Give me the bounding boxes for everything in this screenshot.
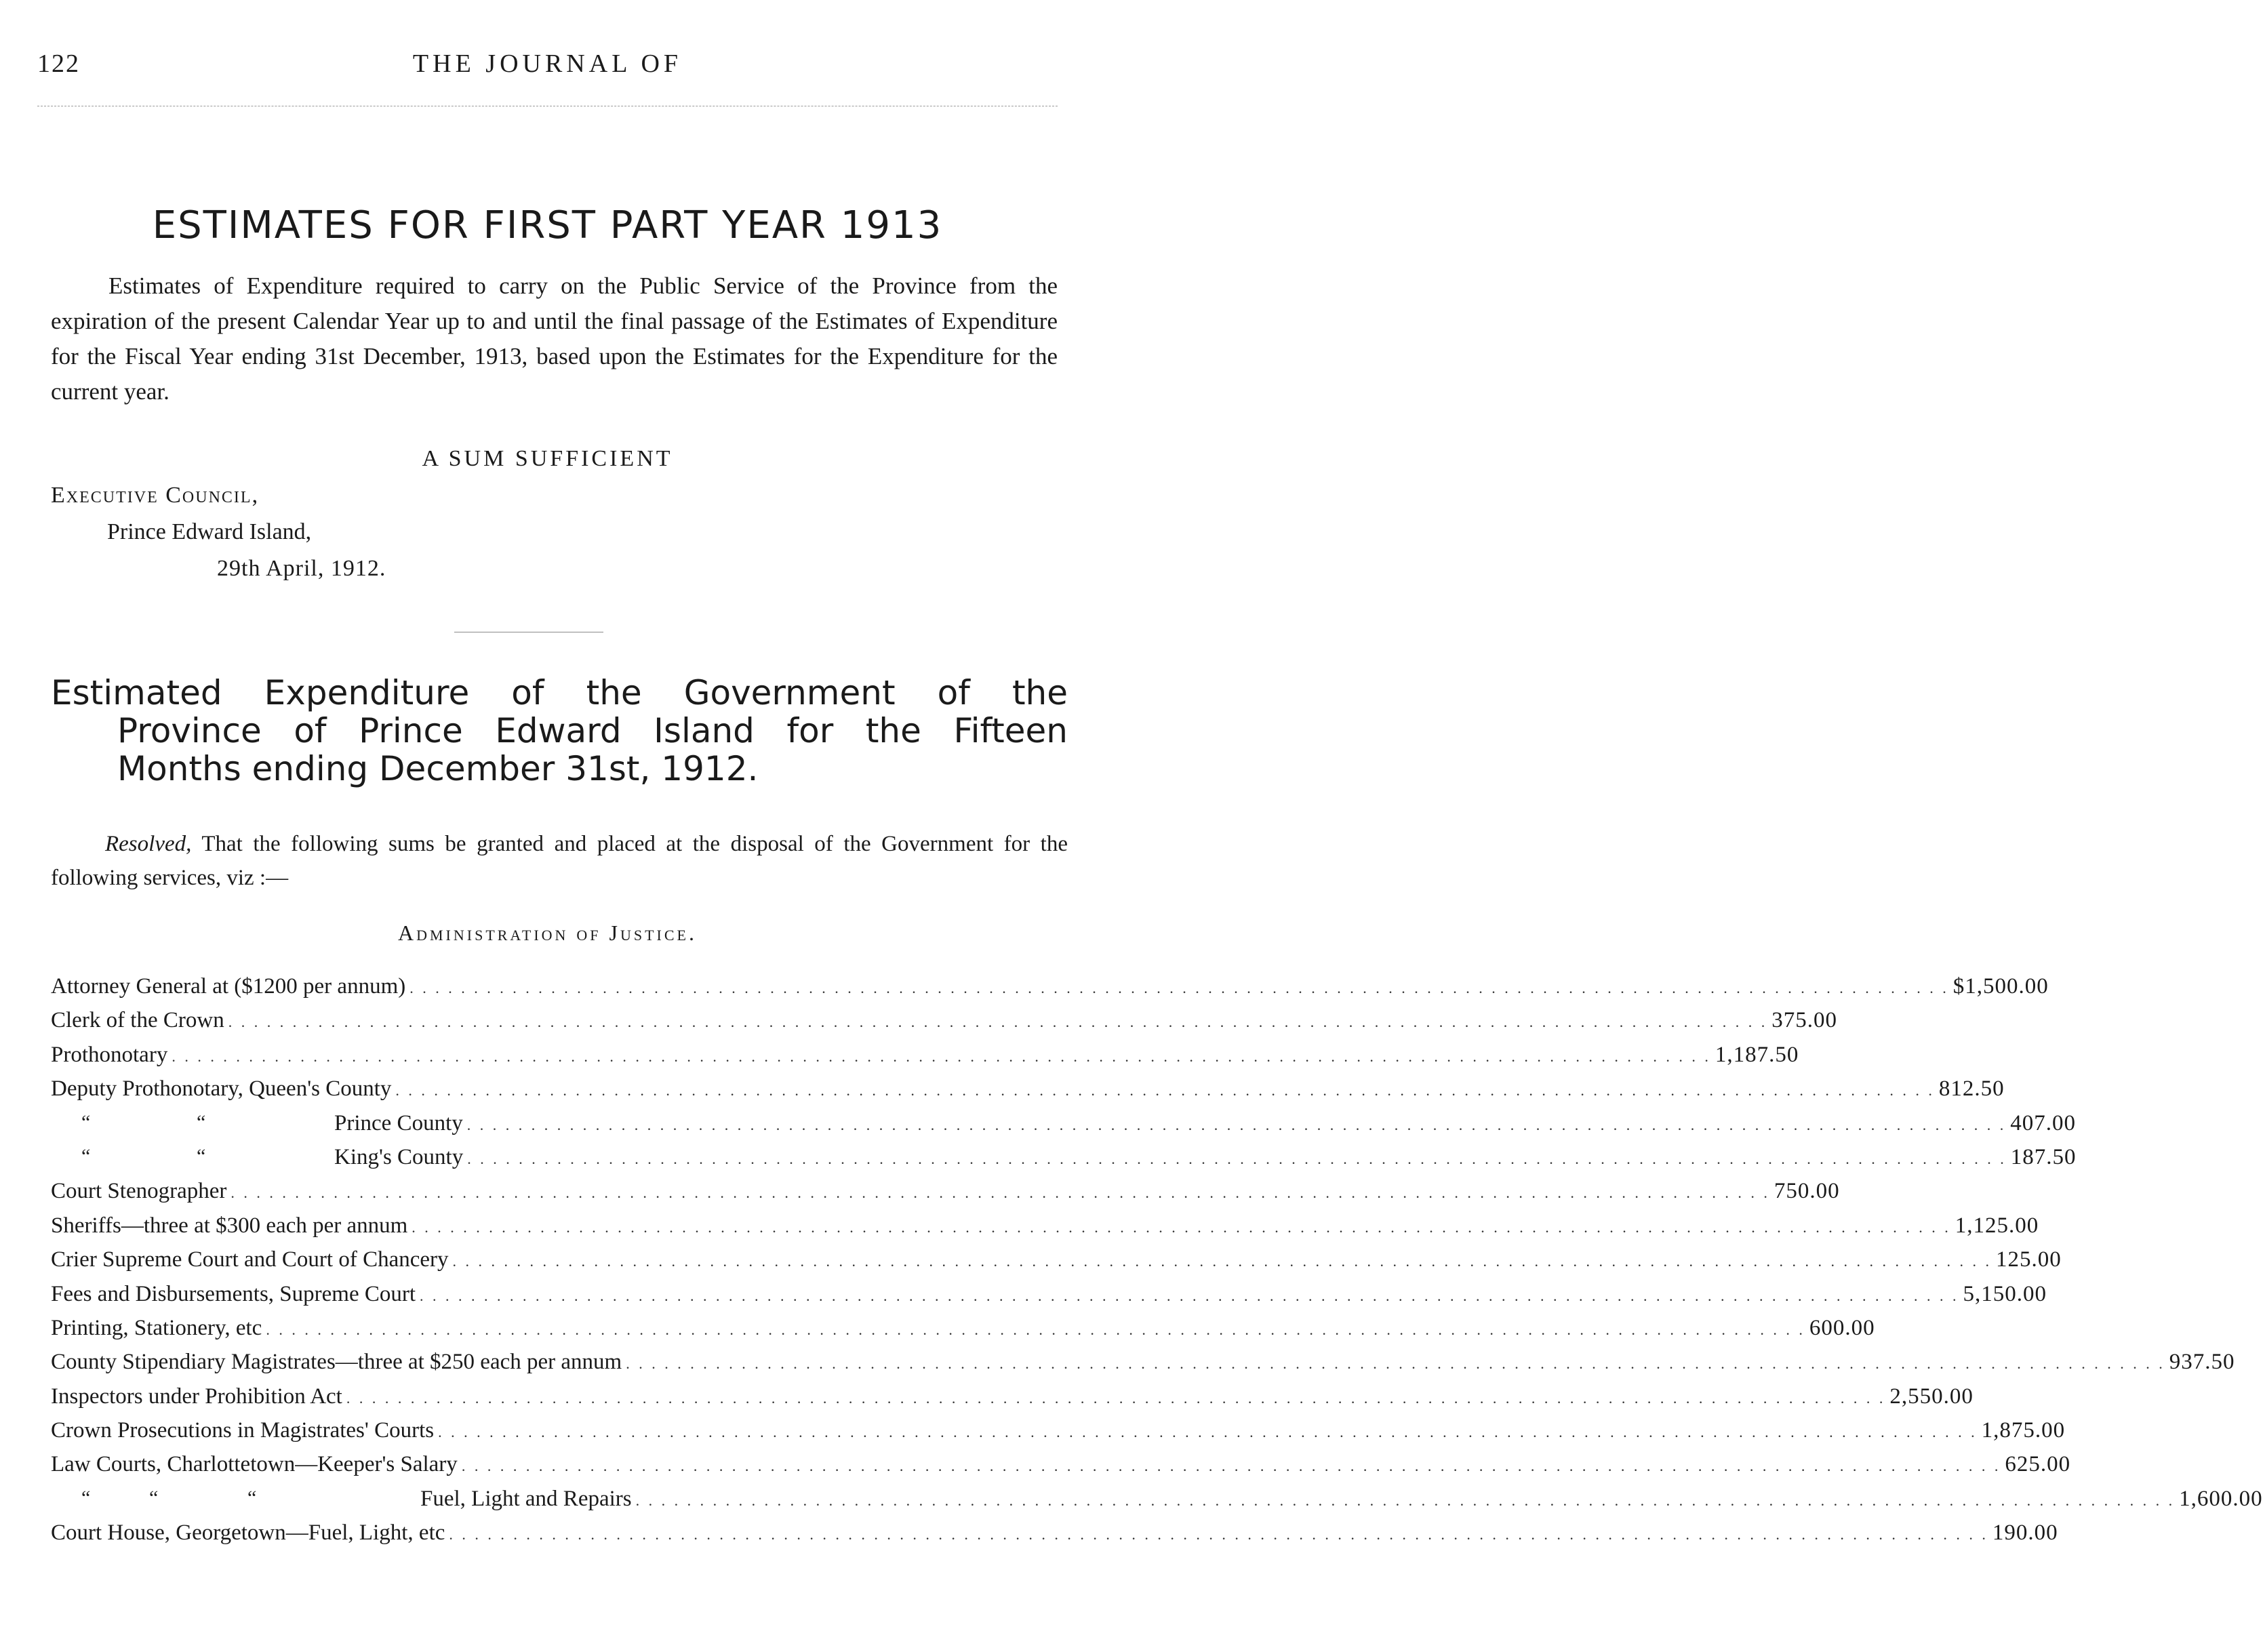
ledger-item-amount: 625.00 <box>2005 1452 2071 1477</box>
leader-dots: . . . . . . . . . . . . . . . . . . . . . . . . . . . . . . . . . . . . . . . . . . . . . . . . . . . . . . . . . . . . . . . . . . . . . . . . . . . . . . . . . . . . . . . . . . . . . . . . . . . . . . . . . . . . . . . . . . . . . . . . <box>461 1457 2001 1475</box>
ledger-row <box>51 1076 2005 1110</box>
ledger-row <box>51 1008 1837 1042</box>
ledger-row <box>51 1520 2058 1554</box>
ledger-item-amount: 600.00 <box>1809 1315 1875 1340</box>
ledger-row <box>51 1110 2076 1145</box>
leader-dots: . . . . . . . . . . . . . . . . . . . . . . . . . . . . . . . . . . . . . . . . . . . . . . . . . . . . . . . . . . . . . . . . . . . . . . . . . . . . . . . . . . . . . . . . . . . . . . . . . . . . . . . . . . . . . . . . . . . . . . . . <box>409 980 1949 996</box>
ledger-item-amount: 750.00 <box>1774 1179 1840 1204</box>
leader-dots: . . . . . . . . . . . . . . . . . . . . . . . . . . . . . . . . . . . . . . . . . . . . . . . . . . . . . . . . . . . . . . . . . . . . . . . . . . . . . . . . . . . . . . . . . . . . . . . . . . . . . . . . . . . . . . . . . . . . . . . . <box>449 1526 1988 1544</box>
leader-dots: . . . . . . . . . . . . . . . . . . . . . . . . . . . . . . . . . . . . . . . . . . . . . . . . . . . . . . . . . . . . . . . . . . . . . . . . . . . . . . . . . . . . . . . . . . . . . . . . . . . . . . . . . . . . . . . . . . . . . . . . <box>467 1150 2007 1167</box>
ledger-item-label: Attorney General at ($1200 per annum) <box>51 974 406 999</box>
ledger-item-amount: 937.50 <box>2169 1350 2235 1375</box>
ledger-row <box>51 1179 1840 1213</box>
ledger-item-label: Prothonotary <box>51 1042 168 1067</box>
ledger-item-label: King's County <box>334 1144 464 1169</box>
leader-dots: . . . . . . . . . . . . . . . . . . . . . . . . . . . . . . . . . . . . . . . . . . . . . . . . . . . . . . . . . . . . . . . . . . . . . . . . . . . . . . . . . . . . . . . . . . . . . . . . . . . . . . . . . . . . . . . . . . . . . . . . <box>231 1184 1770 1202</box>
ledger-item-amount: 1,125.00 <box>1955 1213 2039 1238</box>
section-title: Administration of Justice. <box>397 921 697 945</box>
ledger-item-label: Fuel, Light and Repairs <box>420 1486 632 1511</box>
ditto-mark: “ <box>81 1110 91 1133</box>
ditto-mark: “ <box>149 1486 159 1509</box>
ledger-item-amount: $1,500.00 <box>1952 974 2049 999</box>
ledger-item-amount: 407.00 <box>2010 1110 2076 1135</box>
ditto-mark: “ <box>247 1486 257 1509</box>
expenditure-ledger <box>51 974 2263 1555</box>
ledger-item-label: Crier Supreme Court and Court of Chancery <box>51 1247 449 1272</box>
ditto-mark: “ <box>81 1486 91 1509</box>
ledger-item-label: Sheriffs—three at $300 each per annum <box>51 1213 408 1238</box>
ledger-item-amount: 375.00 <box>1771 1008 1837 1033</box>
expenditure-title <box>51 674 1068 788</box>
ledger-row <box>51 974 2049 1008</box>
expenditure-title-line3: Months ending December 31st, 1912. <box>117 749 759 788</box>
ledger-item-label: Crown Prosecutions in Magistrates' Courts <box>51 1418 435 1443</box>
ledger-item-label: Fees and Disbursements, Supreme Court <box>51 1281 416 1306</box>
estimates-body: Estimates of Expenditure required to carry on the Public Service of the Province from the expiration of the present Calendar Year up to and until the final passage of the Estimates of Expenditure for the Fiscal Year ending 31st December, 1913, based upon the Estimates for the Expenditure for the current year. <box>51 273 1058 405</box>
leader-dots: . . . . . . . . . . . . . . . . . . . . . . . . . . . . . . . . . . . . . . . . . . . . . . . . . . . . . . . . . . . . . . . . . . . . . . . . . . . . . . . . . . . . . . . . . . . . . . . . . . . . . . . . . . . . . . . . . . . . . . . . <box>228 1013 1768 1031</box>
ledger-item-amount: 125.00 <box>1996 1247 2062 1272</box>
ledger-item-label: County Stipendiary Magistrates—three at $250 each per annum <box>51 1350 622 1375</box>
ledger-row <box>51 1350 2235 1384</box>
resolved-paragraph <box>51 827 1068 895</box>
leader-dots: . . . . . . . . . . . . . . . . . . . . . . . . . . . . . . . . . . . . . . . . . . . . . . . . . . . . . . . . . . . . . . . . . . . . . . . . . . . . . . . . . . . . . . . . . . . . . . . . . . . . . . . . . . . . . . . . . . . . . . . . <box>172 1047 1711 1065</box>
ditto-mark: “ <box>197 1144 206 1167</box>
ledger-row <box>51 1452 2071 1486</box>
ledger-item-label: Law Courts, Charlottetown—Keeper's Salary <box>51 1452 458 1477</box>
ledger-item-label: Deputy Prothonotary, Queen's County <box>51 1076 392 1102</box>
ledger-item-amount: 190.00 <box>1992 1520 2058 1546</box>
leader-dots: . . . . . . . . . . . . . . . . . . . . . . . . . . . . . . . . . . . . . . . . . . . . . . . . . . . . . . . . . . . . . . . . . . . . . . . . . . . . . . . . . . . . . . . . . . . . . . . . . . . . . . . . . . . . . . . . . . . . . . . . <box>266 1321 1805 1338</box>
ledger-item-amount: 1,187.50 <box>1715 1042 1799 1067</box>
ledger-row <box>51 1315 1875 1350</box>
ledger-item-amount: 812.50 <box>1938 1076 2005 1102</box>
leader-dots: . . . . . . . . . . . . . . . . . . . . . . . . . . . . . . . . . . . . . . . . . . . . . . . . . . . . . . . . . . . . . . . . . . . . . . . . . . . . . . . . . . . . . . . . . . . . . . . . . . . . . . . . . . . . . . . . . . . . . . . . <box>395 1082 1935 1100</box>
ledger-item-amount: 1,600.00 <box>2179 1486 2263 1511</box>
page-header <box>37 49 1058 89</box>
signature-place: Prince Edward Island, <box>107 519 312 544</box>
estimates-paragraph <box>51 268 1058 409</box>
leader-dots: . . . . . . . . . . . . . . . . . . . . . . . . . . . . . . . . . . . . . . . . . . . . . . . . . . . . . . . . . . . . . . . . . . . . . . . . . . . . . . . . . . . . . . . . . . . . . . . . . . . . . . . . . . . . . . . . . . . . . . . . <box>626 1355 2165 1373</box>
ledger-item-label: Court House, Georgetown—Fuel, Light, etc <box>51 1520 445 1546</box>
resolved-text: That the following sums be granted and placed at the disposal of the Government for the following services, viz :— <box>51 832 1068 890</box>
ledger-row <box>51 1042 1799 1076</box>
ditto-mark: “ <box>197 1110 206 1133</box>
leader-dots: . . . . . . . . . . . . . . . . . . . . . . . . . . . . . . . . . . . . . . . . . . . . . . . . . . . . . . . . . . . . . . . . . . . . . . . . . . . . . . . . . . . . . . . . . . . . . . . . . . . . . . . . . . . . . . . . . . . . . . . . <box>346 1389 1886 1407</box>
ledger-row <box>51 1144 2077 1179</box>
leader-dots: . . . . . . . . . . . . . . . . . . . . . . . . . . . . . . . . . . . . . . . . . . . . . . . . . . . . . . . . . . . . . . . . . . . . . . . . . . . . . . . . . . . . . . . . . . . . . . . . . . . . . . . . . . . . . . . . . . . . . . . . <box>635 1491 2176 1509</box>
page-number: 122 <box>37 49 80 78</box>
leader-dots: . . . . . . . . . . . . . . . . . . . . . . . . . . . . . . . . . . . . . . . . . . . . . . . . . . . . . . . . . . . . . . . . . . . . . . . . . . . . . . . . . . . . . . . . . . . . . . . . . . . . . . . . . . . . . . . . . . . . . . . . <box>452 1253 1992 1270</box>
estimates-title: ESTIMATES FOR FIRST PART YEAR 1913 <box>152 203 943 247</box>
ledger-item-amount: 5,150.00 <box>1963 1281 2047 1306</box>
ledger-row <box>51 1384 1974 1418</box>
expenditure-title-line2: Province of Prince Edward Island for the Fifteen <box>117 711 1068 750</box>
ledger-item-label: Court Stenographer <box>51 1179 227 1204</box>
ledger-row <box>51 1418 2066 1452</box>
ledger-item-label: Prince County <box>334 1110 463 1135</box>
ledger-item-amount: 2,550.00 <box>1889 1384 1974 1409</box>
running-head: THE JOURNAL OF <box>412 49 683 78</box>
ditto-mark: “ <box>81 1144 91 1167</box>
ledger-item-amount: 1,875.00 <box>1981 1418 2066 1443</box>
signature-council: Executive Council, <box>51 483 260 508</box>
signature-date: 29th April, 1912. <box>217 556 386 581</box>
sum-sufficient: A SUM SUFFICIENT <box>422 446 673 471</box>
ledger-row <box>51 1486 2263 1520</box>
leader-dots: . . . . . . . . . . . . . . . . . . . . . . . . . . . . . . . . . . . . . . . . . . . . . . . . . . . . . . . . . . . . . . . . . . . . . . . . . . . . . . . . . . . . . . . . . . . . . . . . . . . . . . . . . . . . . . . . . . . . . . . . <box>412 1218 1951 1236</box>
ledger-row <box>51 1281 2047 1316</box>
ledger-row <box>51 1213 2039 1247</box>
ledger-item-label: Inspectors under Prohibition Act <box>51 1384 342 1409</box>
ledger-item-amount: 187.50 <box>2010 1144 2077 1169</box>
resolved-word: Resolved, <box>105 832 192 856</box>
leader-dots: . . . . . . . . . . . . . . . . . . . . . . . . . . . . . . . . . . . . . . . . . . . . . . . . . . . . . . . . . . . . . . . . . . . . . . . . . . . . . . . . . . . . . . . . . . . . . . . . . . . . . . . . . . . . . . . . . . . . . . . . <box>420 1287 1959 1304</box>
ledger-item-label: Printing, Stationery, etc <box>51 1315 262 1340</box>
ledger-item-label: Clerk of the Crown <box>51 1008 224 1033</box>
leader-dots: . . . . . . . . . . . . . . . . . . . . . . . . . . . . . . . . . . . . . . . . . . . . . . . . . . . . . . . . . . . . . . . . . . . . . . . . . . . . . . . . . . . . . . . . . . . . . . . . . . . . . . . . . . . . . . . . . . . . . . . . <box>466 1116 2007 1133</box>
leader-dots: . . . . . . . . . . . . . . . . . . . . . . . . . . . . . . . . . . . . . . . . . . . . . . . . . . . . . . . . . . . . . . . . . . . . . . . . . . . . . . . . . . . . . . . . . . . . . . . . . . . . . . . . . . . . . . . . . . . . . . . . <box>438 1424 1978 1441</box>
ledger-row <box>51 1247 2062 1281</box>
expenditure-title-line1: Estimated Expenditure of the Government of the <box>51 673 1068 712</box>
